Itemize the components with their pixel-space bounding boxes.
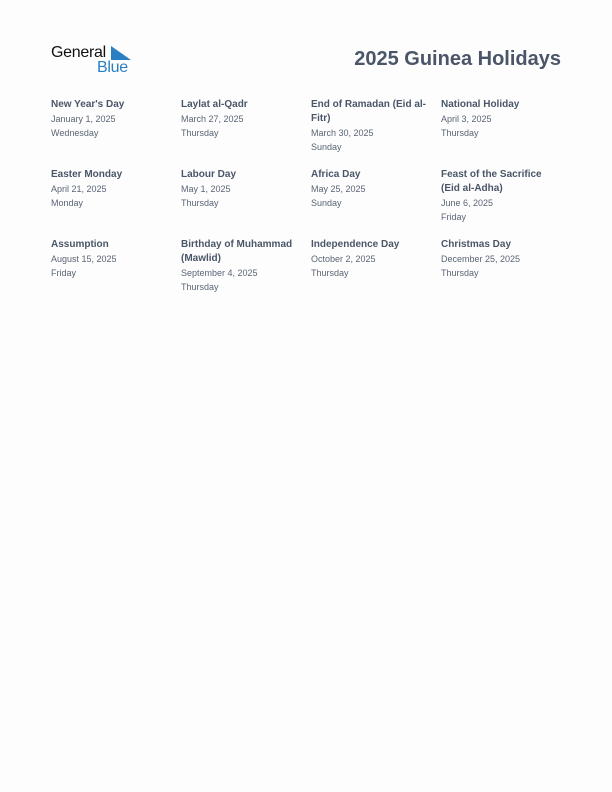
holiday-date: October 2, 2025 [311,254,376,264]
holiday-weekday: Wednesday [51,128,99,138]
holiday-date: August 15, 2025 [51,254,117,264]
holiday-name: Easter Monday [51,169,123,180]
holiday-item [441,168,571,238]
holiday-date: January 1, 2025 [51,114,116,124]
holiday-weekday: Thursday [181,198,219,208]
holiday-grid [51,98,571,308]
holiday-name: National Holiday [441,99,520,110]
holiday-weekday: Friday [441,212,467,222]
holiday-name: Africa Day [311,169,361,180]
holiday-name: Christmas Day [441,239,512,250]
holiday-item [311,168,441,238]
holiday-weekday: Thursday [181,282,219,292]
holiday-weekday: Thursday [181,128,219,138]
holiday-item [441,238,571,308]
holiday-date: May 25, 2025 [311,184,366,194]
holiday-date: September 4, 2025 [181,268,258,278]
holiday-date: December 25, 2025 [441,254,521,264]
holiday-item [181,238,311,308]
holiday-item [51,98,181,168]
logo-triangle-icon [111,46,131,60]
holiday-item [311,98,441,168]
holiday-date: March 30, 2025 [311,128,374,138]
holiday-date: March 27, 2025 [181,114,244,124]
page-title: 2025 Guinea Holidays [354,48,561,70]
holiday-weekday: Thursday [441,128,479,138]
brand-blue-text: Blue [97,59,128,76]
holiday-item [181,168,311,238]
holiday-date: June 6, 2025 [441,198,494,208]
holiday-weekday: Friday [51,268,77,278]
holiday-name: Assumption [51,239,109,250]
holiday-item [51,168,181,238]
holiday-row [51,98,571,168]
holiday-name: Laylat al-Qadr [181,99,248,110]
holiday-date: April 3, 2025 [441,114,492,124]
holiday-item [311,238,441,308]
holiday-row [51,168,571,238]
holiday-weekday: Thursday [441,268,479,278]
holiday-name: New Year's Day [51,99,125,110]
holiday-name: Labour Day [181,169,237,180]
brand-logo [51,44,141,78]
holiday-date: April 21, 2025 [51,184,107,194]
holiday-name: Independence Day [311,239,400,250]
holiday-name: Birthday of Muhammad (Mawlid) [181,239,293,264]
holiday-item [51,238,181,308]
holiday-weekday: Sunday [311,142,342,152]
holiday-weekday: Sunday [311,198,342,208]
holiday-weekday: Monday [51,198,84,208]
holiday-name: Feast of the Sacrifice (Eid al-Adha) [441,169,542,194]
holiday-weekday: Thursday [311,268,349,278]
holiday-date: May 1, 2025 [181,184,231,194]
holiday-name: End of Ramadan (Eid al-Fitr) [311,99,427,124]
holiday-row [51,238,571,308]
holiday-item [441,98,571,168]
brand-general-text: General [51,44,106,61]
holiday-item [181,98,311,168]
